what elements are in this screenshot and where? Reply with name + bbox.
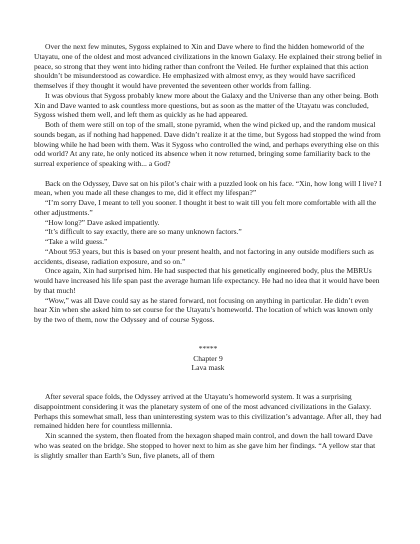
section-separator: ***** — [198, 343, 218, 353]
paragraph: Once again, Xin had surprised him. He had suspected that his genetically engineered body, plus the MBRUs would have increased his life span past the average human life expectancy. He had no idea that it would have been by that much! — [34, 266, 380, 295]
paragraph: After several space folds, the Odyssey arrived at the Utayatu’s homeworld system. It was a surprising disappointment considering it was the planetary system of one of the most advanced civilizations in the Galaxy. Perhaps this somewhat small, less than uninteresting system was to this civilization’s advantage. After all, they had remained hidden here for countless millennia. — [34, 392, 382, 431]
paragraph: Xin scanned the system, then floated from the hexagon shaped main control, and down the hall toward Dave who was seated on the bridge. She stopped to hover next to him as she gave him her findings. “A yellow star that is slightly smaller than Earth’s Sun, five planets, all of them — [34, 431, 376, 460]
chapter-title: Lava mask — [191, 363, 225, 373]
paragraph: Back on the Odyssey, Dave sat on his pilot’s chair with a puzzled look on his face. “Xin, how long will I live? I mean, when you made all these changes to me, did it effect my lifespan?” — [34, 178, 382, 198]
paragraph: Both of them were still on top of the small, stone pyramid, when the wind picked up, and the random musical sounds began, as if nothing had happened. Dave didn’t realize it at the time, but Sygoss had stopped the wind from blowing while he had been with them. Was it Sygoss who controlled the wind, and perhaps everything else on this odd world? At any rate, he only noticed its absence when it now returned, bringing some familiarity back to the surreal experience of speaking with... a God? — [34, 120, 381, 168]
paragraph: Over the next few minutes, Sygoss explained to Xin and Dave where to find the hidden homeworld of the Utayatu, one of the oldest and most advanced civilizations in the known Galaxy. He explained their strong belief in peace, so strong that they went into hiding rather than confront the Veiled. He further explained that this action shouldn’t be misunderstood as cowardice. He emphasized with almost envy, as they would have sacrificed themselves if they thought it would have prevented the seventeen other worlds from falling. — [34, 42, 382, 90]
paragraph: “I’m sorry Dave, I meant to tell you sooner. I thought it best to wait till you felt more comfortable with all the other adjustments.” — [34, 198, 377, 217]
paragraph-gap — [34, 169, 382, 179]
paragraph: “It’s difficult to say exactly, there are so many unknown factors.” — [45, 227, 242, 237]
section-gap — [34, 373, 382, 392]
paragraph: “How long?” Dave asked impatiently. — [45, 217, 160, 227]
paragraph: “About 953 years, but this is based on your present health, and not factoring in any outside modifiers such as accidents, disease, radiation exposure, and so on.” — [34, 246, 374, 266]
paragraph: “Wow,” was all Dave could say as he stared forward, not focusing on anything in particular. He didn’t even hear Xin when she asked him to set course for the Utayatu’s homeworld. The location of which was known only by the two of them, now the Odyssey and of course Sygoss. — [34, 295, 373, 324]
section-gap — [34, 325, 382, 344]
paragraph: “Take a wild guess.” — [45, 237, 108, 246]
paragraph: It was obvious that Sygoss probably knew more about the Galaxy and the Universe than any other being. Both Xin and Dave wanted to ask countless more questions, but as soon as the matter of the Utayatu was concluded, Sygoss wished them well, and left them as quickly as he had appeared. — [34, 90, 379, 120]
chapter-number: Chapter 9 — [193, 353, 223, 363]
